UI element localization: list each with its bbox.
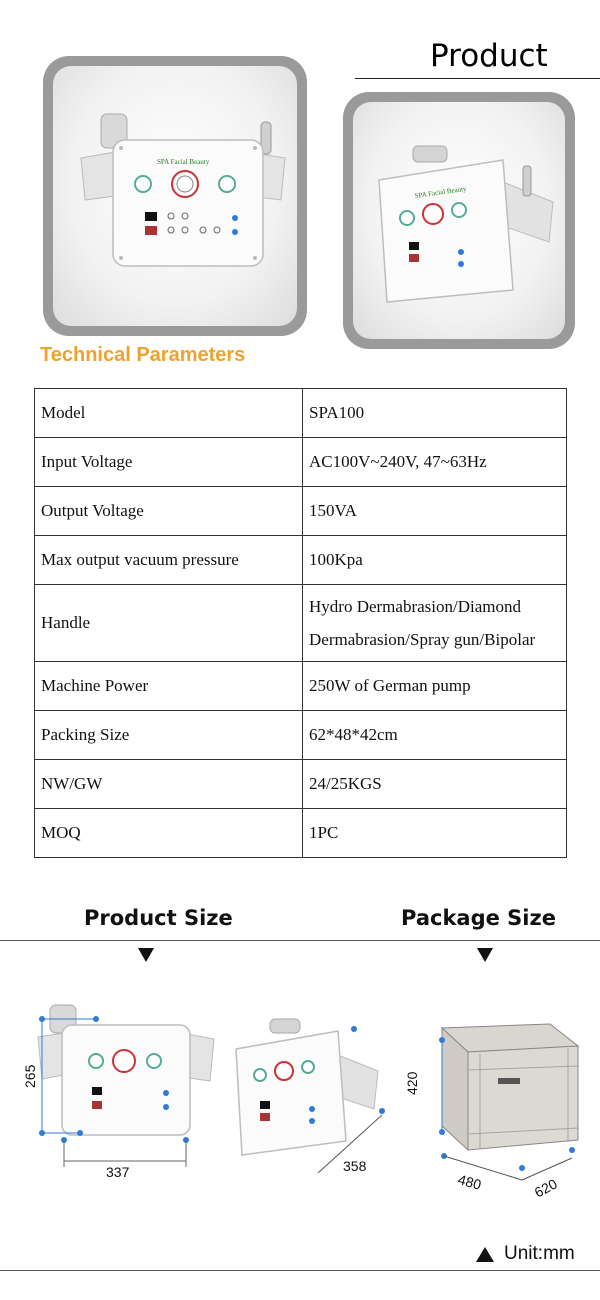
package-width-label: 480 [456,1171,484,1193]
spec-value: SPA100 [303,389,567,438]
table-row [35,536,567,585]
spec-value: 1PC [303,809,567,858]
spec-value-line: Dermabrasion/Spray gun/Bipolar [309,630,536,649]
spec-key: Output Voltage [35,487,303,536]
spec-value: 62*48*42cm [303,711,567,760]
package-box-diagram [400,1010,600,1200]
table-row [35,760,567,809]
spec-value: 150VA [303,487,567,536]
spec-value: 100Kpa [303,536,567,585]
page-title: Product [430,38,548,74]
spec-key: NW/GW [35,760,303,809]
package-height-label: 420 [404,1071,420,1095]
product-photo-front [43,56,307,336]
unit-label: Unit:mm [504,1243,575,1264]
spec-value [303,585,567,662]
title-underline [355,78,600,79]
spec-key: Packing Size [35,711,303,760]
spec-value: 250W of German pump [303,662,567,711]
spec-value-line: Hydro Dermabrasion/Diamond [309,597,521,616]
spec-key: Max output vacuum pressure [35,536,303,585]
arrow-down-icon [138,948,154,962]
product-photo-angled [343,92,575,349]
spec-key: Input Voltage [35,438,303,487]
product-height-label: 265 [22,1064,38,1088]
product-angled-size-diagram [228,1005,398,1185]
spec-key: Model [35,389,303,438]
triangle-up-icon [476,1247,494,1262]
package-size-title: Package Size [401,906,556,930]
machine-brand-text-angled: SPA Facial Beauty [414,184,468,200]
product-width-label: 337 [106,1164,130,1180]
table-row [35,662,567,711]
table-row [35,809,567,858]
spec-key: Handle [35,585,303,662]
machine-brand-text: SPA Facial Beauty [157,158,210,166]
spec-value: 24/25KGS [303,760,567,809]
table-row [35,487,567,536]
product-size-title: Product Size [84,906,233,930]
technical-parameters-title: Technical Parameters [40,344,246,366]
machine-angled-illustration [353,102,565,339]
table-row [35,585,567,662]
arrow-down-icon [477,948,493,962]
product-depth-label: 358 [343,1158,367,1174]
table-row [35,438,567,487]
size-section-rule [0,940,600,941]
spec-value: AC100V~240V, 47~63Hz [303,438,567,487]
bottom-rule [0,1270,600,1271]
table-row [35,389,567,438]
spec-key: MOQ [35,809,303,858]
spec-key: Machine Power [35,662,303,711]
product-front-size-diagram [20,995,220,1185]
spec-table [34,388,567,858]
package-depth-label: 620 [531,1175,560,1201]
machine-front-illustration [53,66,297,326]
table-row [35,711,567,760]
